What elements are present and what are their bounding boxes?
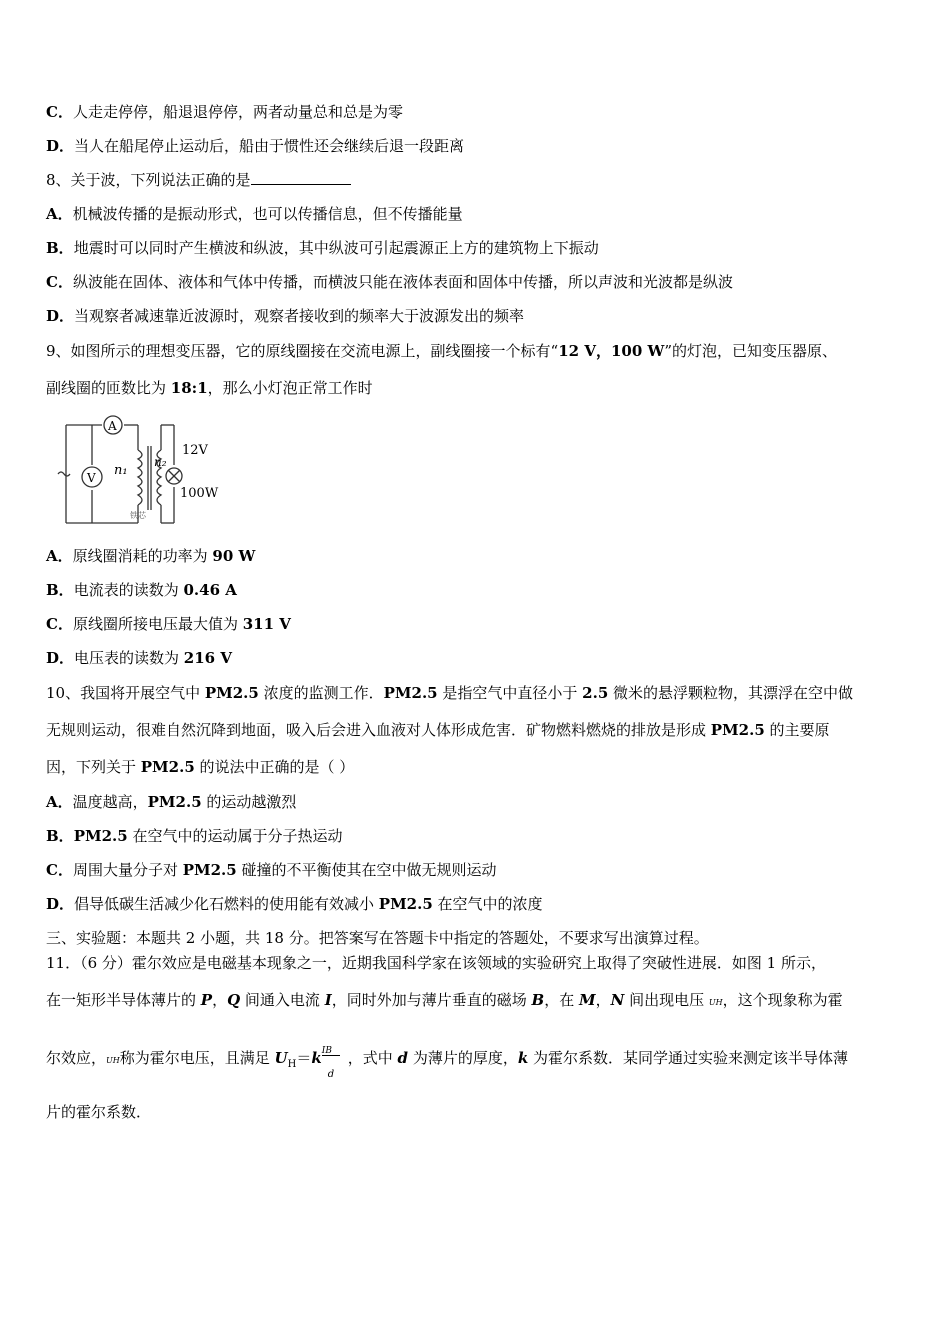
stem-text: 9、如图所示的理想变压器，它的原线圈接在交流电源上，副线圈接一个标有“	[46, 342, 559, 360]
power-label: 100W	[180, 486, 219, 501]
stem-text: ，在	[544, 991, 579, 1009]
option-label: C．	[46, 861, 73, 879]
option-label: A．	[46, 205, 73, 223]
hall-fraction	[321, 1043, 348, 1080]
question-text: 8、关于波，下列说法正确的是	[46, 171, 251, 189]
option-text: 原线圈所接电压最大值为	[72, 615, 243, 633]
pm25-term: PM2.5	[204, 684, 259, 702]
pm25-term: PM2.5	[710, 721, 765, 739]
var-n: N	[610, 991, 625, 1009]
option-text: 地震时可以同时产生横波和纵波，其中纵波可引起震源正上方的建筑物上下振动	[73, 239, 599, 257]
option-label: D．	[46, 137, 75, 155]
q8-option-d	[46, 306, 524, 326]
q10-stem-line3	[46, 757, 354, 777]
option-label: B．	[46, 827, 74, 845]
q10-option-d	[46, 894, 543, 914]
pm25-term: PM2.5	[182, 861, 237, 879]
pm25-term: PM2.5	[383, 684, 438, 702]
section-heading: 三、实验题：本题共 2 小题，共 18 分。把答案写在答题卡中指定的答题处，不要求写出演算过程。	[46, 929, 709, 947]
q10-option-a	[46, 792, 296, 812]
var-q: Q	[227, 991, 241, 1009]
option-value: 90 W	[212, 547, 256, 565]
q10-stem-line2	[46, 720, 830, 740]
stem-text: 是指空气中直径小于	[437, 684, 583, 702]
q8-stem	[46, 170, 351, 190]
option-text: 人走走停停，船退退停停，两者动量总和总是为零	[72, 103, 403, 121]
turns-ratio: 18:1	[170, 379, 208, 397]
fraction-bar	[322, 1055, 340, 1056]
var-i: I	[324, 991, 332, 1009]
option-text: 的运动越激烈	[201, 793, 297, 811]
core-label: 铁芯	[130, 511, 146, 520]
voltmeter-label: V	[87, 471, 96, 485]
stem-text: ”的灯泡，已知变压器原、	[664, 342, 838, 360]
option-text: 电压表的读数为	[74, 649, 184, 667]
transformer-circuit-diagram	[56, 410, 221, 528]
var-uh-small: UH	[106, 1056, 120, 1065]
stem-text: ，式中	[347, 1049, 398, 1067]
q11-line2	[46, 990, 843, 1013]
stem-text: 浓度的监测工作．	[258, 684, 384, 702]
stem-text: 间出现电压	[624, 991, 709, 1009]
var-h-subscript: H	[287, 1059, 297, 1070]
q11-line1: 11．（6 分）霍尔效应是电磁基本现象之一，近期我国科学家在该领域的实验研究上取得了突破性进展．如图 1 所示，	[46, 954, 826, 972]
option-text: 当人在船尾停止运动后，船由于惯性还会继续后退一段距离	[74, 137, 465, 155]
q11-line3	[46, 1043, 849, 1080]
option-text: 在空气中的浓度	[432, 895, 543, 913]
option-value: 216 V	[183, 649, 232, 667]
option-text: 在空气中的运动属于分子热运动	[127, 827, 343, 845]
q9-option-b	[46, 580, 237, 600]
stem-text: 在一矩形半导体薄片的	[46, 991, 201, 1009]
var-m: M	[578, 991, 596, 1009]
pm25-term: PM2.5	[73, 827, 128, 845]
var-b: B	[531, 991, 545, 1009]
q9-option-d	[46, 648, 232, 668]
stem-text: 微米的悬浮颗粒物，其漂浮在空中做	[608, 684, 854, 702]
diameter-value: 2.5	[582, 684, 609, 702]
option-label: C．	[46, 615, 73, 633]
option-label: D．	[46, 895, 75, 913]
option-value: 0.46 A	[183, 581, 237, 599]
punct: ，	[212, 991, 228, 1009]
option-text: 碰撞的不平衡使其在空中做无规则运动	[236, 861, 497, 879]
option-label: C．	[46, 103, 73, 121]
var-u: U	[274, 1049, 288, 1067]
q10-option-b	[46, 826, 342, 846]
stem-text: 称为霍尔电压，且满足	[119, 1049, 275, 1067]
q10-stem-line1	[46, 683, 853, 703]
stem-text: 的说法中正确的是（ ）	[194, 758, 355, 776]
stem-text: 为霍尔系数．某同学通过实验来测定该半导体薄	[528, 1049, 849, 1067]
var-uh-small: UH	[708, 998, 723, 1007]
stem-text: 因，下列关于	[46, 758, 141, 776]
option-label: D．	[46, 307, 75, 325]
option-label: D．	[46, 649, 75, 667]
var-d: d	[397, 1049, 409, 1067]
option-value: 311 V	[242, 615, 291, 633]
q9-option-a	[46, 546, 255, 566]
q8-option-b	[46, 238, 599, 258]
option-text: 纵波能在固体、液体和气体中传播，而横波只能在液体表面和固体中传播，所以声波和光波都是纵波	[72, 273, 733, 291]
q9-option-c	[46, 614, 291, 634]
option-text: 电流表的读数为	[73, 581, 184, 599]
q8-option-c	[46, 272, 733, 292]
pm25-term: PM2.5	[378, 895, 433, 913]
pm25-term: PM2.5	[147, 793, 202, 811]
voltage-label: 12V	[182, 443, 208, 458]
q7-option-d	[46, 136, 464, 156]
var-p: P	[200, 991, 213, 1009]
stem-text: 10、我国将开展空气中	[46, 684, 205, 702]
fraction-denominator: d	[327, 1069, 335, 1080]
option-label: A．	[46, 793, 73, 811]
q8-option-a	[46, 204, 463, 224]
var-k: k	[311, 1049, 322, 1067]
option-text: 温度越高，	[72, 793, 148, 811]
q9-stem-line2	[46, 378, 373, 398]
q11-line4: 片的霍尔系数．	[46, 1103, 152, 1121]
option-label: C．	[46, 273, 73, 291]
stem-text: 副线圈的匝数比为	[46, 379, 171, 397]
pm25-term: PM2.5	[140, 758, 195, 776]
punct: ，	[595, 991, 611, 1009]
equals-sign: ＝	[296, 1049, 312, 1067]
option-text: 倡导低碳生活减少化石燃料的使用能有效减小	[74, 895, 379, 913]
option-label: A．	[46, 547, 73, 565]
fraction-numerator: IB	[321, 1046, 332, 1056]
stem-text: ，同时外加与薄片垂直的磁场	[331, 991, 532, 1009]
lamp-rating: 12 V，100 W	[558, 342, 665, 360]
option-text: 周围大量分子对	[72, 861, 183, 879]
option-text: 当观察者减速靠近波源时，观察者接收到的频率大于波源发出的频率	[74, 307, 525, 325]
stem-text: ，那么小灯泡正常工作时	[207, 379, 373, 397]
stem-text: 无规则运动，很难自然沉降到地面，吸入后会进入血液对人体形成危害．矿物燃料燃烧的排放是形成	[46, 721, 711, 739]
stem-text: ，这个现象称为霍	[722, 991, 843, 1009]
q10-option-c	[46, 860, 497, 880]
stem-text: 为薄片的厚度，	[408, 1049, 518, 1067]
n1-label: n₁	[114, 463, 128, 478]
stem-text: 间通入电流	[240, 991, 325, 1009]
q7-option-c	[46, 102, 403, 122]
var-k: k	[517, 1049, 529, 1067]
answer-blank	[251, 170, 351, 185]
q9-stem-line1	[46, 341, 837, 361]
option-text: 机械波传播的是振动形式，也可以传播信息，但不传播能量	[72, 205, 463, 223]
stem-text: 尔效应，	[46, 1049, 107, 1067]
n2-label: n₂	[154, 455, 167, 469]
option-label: B．	[46, 239, 74, 257]
option-text: 原线圈消耗的功率为	[72, 547, 213, 565]
option-label: B．	[46, 581, 74, 599]
stem-text: 的主要原	[764, 721, 830, 739]
ammeter-label: A	[108, 419, 117, 433]
